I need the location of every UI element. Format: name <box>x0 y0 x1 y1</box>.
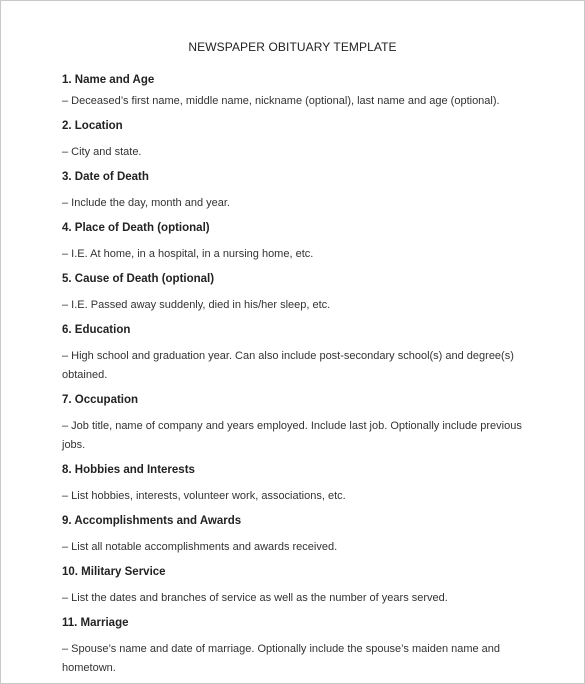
section-date-of-death <box>62 170 532 221</box>
section-body: – I.E. Passed away suddenly, died in his/her sleep, etc. <box>62 299 331 311</box>
section-accomplishments-and-awards <box>62 514 532 565</box>
document-title: NEWSPAPER OBITUARY TEMPLATE <box>188 40 397 54</box>
section-heading: 10. Military Service <box>62 566 166 578</box>
section-heading: 2. Location <box>62 120 123 132</box>
section-heading: 9. Accomplishments and Awards <box>62 515 242 527</box>
section-name-and-age <box>62 73 532 119</box>
section-location <box>62 119 532 170</box>
section-body: – I.E. At home, in a hospital, in a nursing home, etc. <box>62 248 314 260</box>
section-heading: 5. Cause of Death (optional) <box>62 273 215 285</box>
section-body: – Include the day, month and year. <box>62 197 230 209</box>
section-heading: 3. Date of Death <box>62 171 149 183</box>
section-body: – Job title, name of company and years employed. Include last job. Optionally include previous jobs. <box>62 420 522 451</box>
section-body: – High school and graduation year. Can also include post-secondary school(s) and degree(s) obtained. <box>62 350 514 381</box>
section-body: – Spouse’s name and date of marriage. Optionally include the spouse’s maiden name and hometown. <box>62 643 501 674</box>
section-body: – List all notable accomplishments and awards received. <box>62 541 338 553</box>
section-hobbies-and-interests <box>62 463 532 514</box>
section-body: – List the dates and branches of service as well as the number of years served. <box>62 592 448 604</box>
section-body: – Deceased’s first name, middle name, nickname (optional), last name and age (optional). <box>62 95 500 107</box>
section-marriage <box>62 616 532 678</box>
section-place-of-death <box>62 221 532 272</box>
section-heading: 4. Place of Death (optional) <box>62 222 210 234</box>
section-body: – City and state. <box>62 146 142 158</box>
sections-list <box>62 73 532 678</box>
section-heading: 8. Hobbies and Interests <box>62 464 195 476</box>
section-heading: 6. Education <box>62 324 131 336</box>
section-military-service <box>62 565 532 616</box>
section-heading: 7. Occupation <box>62 394 139 406</box>
section-heading: 1. Name and Age <box>62 74 155 86</box>
section-heading: 11. Marriage <box>62 617 129 629</box>
section-body: – List hobbies, interests, volunteer work, associations, etc. <box>62 490 346 502</box>
section-cause-of-death <box>62 272 532 323</box>
section-education <box>62 323 532 393</box>
section-occupation <box>62 393 532 463</box>
